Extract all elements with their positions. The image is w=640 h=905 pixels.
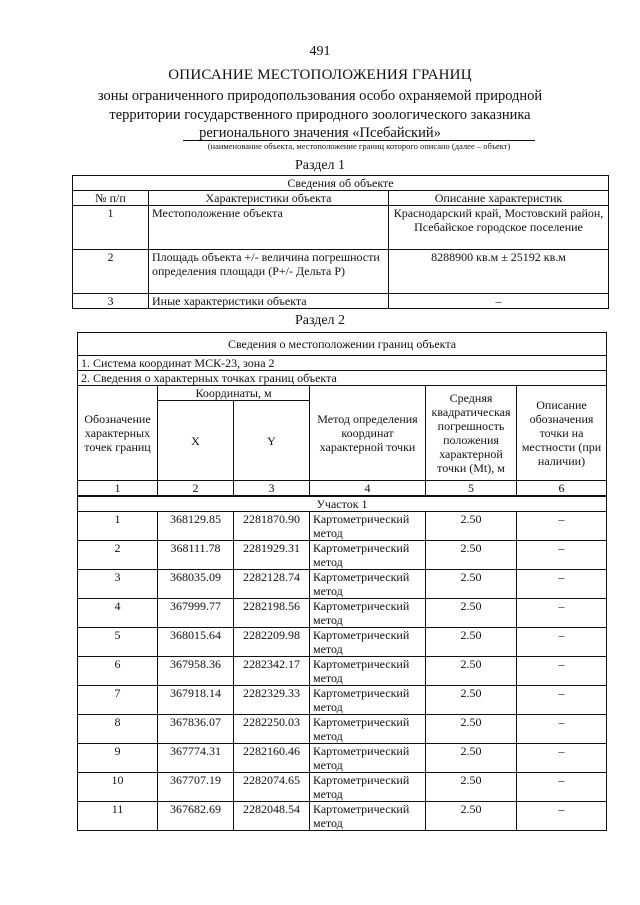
table-row [78, 657, 607, 686]
table-row [78, 802, 607, 831]
table-cell: Картометрический метод [310, 773, 426, 802]
table-cell: 2 [73, 250, 149, 294]
table-row [78, 773, 607, 802]
table-cell: 10 [78, 773, 158, 802]
col-number: 5 [426, 481, 517, 497]
table-cell: 2 [78, 541, 158, 570]
table-cell: 368129.85 [158, 512, 234, 541]
table-cell: 367707.19 [158, 773, 234, 802]
table-cell: 2282198.56 [234, 599, 310, 628]
table-cell: Картометрический метод [310, 744, 426, 773]
table-cell: 367774.31 [158, 744, 234, 773]
table-cell: 7 [78, 686, 158, 715]
col-header-y: Y [234, 401, 310, 481]
table-cell: – [517, 686, 607, 715]
table-cell: 2.50 [426, 599, 517, 628]
section1-title: Раздел 1 [294, 158, 346, 173]
table-cell: Картометрический метод [310, 628, 426, 657]
table-cell: – [517, 599, 607, 628]
table-cell: – [517, 570, 607, 599]
table-cell: Картометрический метод [310, 570, 426, 599]
table-cell: 368015.64 [158, 628, 234, 657]
table-row [78, 715, 607, 744]
table-cell: 2.50 [426, 541, 517, 570]
col-number: 3 [234, 481, 310, 497]
col-header-x: X [158, 401, 234, 481]
table-cell: – [517, 773, 607, 802]
boundary-table-title: Сведения о местоположении границ объекта [78, 333, 607, 356]
table-row [78, 570, 607, 599]
table-cell: 5 [78, 628, 158, 657]
boundary-points-table [77, 332, 607, 831]
col-header-designation: Обозначение характерных точек границ [78, 386, 158, 481]
table-cell: 2.50 [426, 570, 517, 599]
table-cell: 368035.09 [158, 570, 234, 599]
table-cell: 2.50 [426, 802, 517, 831]
table-cell: – [517, 541, 607, 570]
table-cell: 2282160.46 [234, 744, 310, 773]
table-cell: 2.50 [426, 686, 517, 715]
table-cell: 3 [78, 570, 158, 599]
table-cell: 367999.77 [158, 599, 234, 628]
col-header-coords: Координаты, м [158, 386, 310, 401]
table-cell: 1 [73, 206, 149, 250]
table-cell: Иные характеристики объекта [149, 294, 389, 309]
table-cell: 2.50 [426, 512, 517, 541]
table-cell: – [517, 744, 607, 773]
table-cell: 1 [78, 512, 158, 541]
section2-title: Раздел 2 [294, 313, 346, 328]
table-cell: Картометрический метод [310, 802, 426, 831]
table-cell: 9 [78, 744, 158, 773]
table-cell: 367958.36 [158, 657, 234, 686]
table-cell: Местоположение объекта [149, 206, 389, 250]
table-cell: Краснодарский край, Мостовский район, Псебайское городское поселение [389, 206, 609, 250]
table-cell: Картометрический метод [310, 512, 426, 541]
table-cell: 6 [78, 657, 158, 686]
col-number: 6 [517, 481, 607, 497]
table-cell: 4 [78, 599, 158, 628]
table-cell: 2.50 [426, 628, 517, 657]
object-info-table-title: Сведения об объекте [73, 176, 609, 191]
col-header-characteristic: Характеристики объекта [149, 191, 389, 206]
coord-system-label: 1. Система координат МСК-23, зона 2 [78, 356, 607, 371]
table-cell: 2.50 [426, 715, 517, 744]
subtitle-line-2: территории государственного природного зоологического заказника [109, 107, 531, 123]
table-cell: Картометрический метод [310, 657, 426, 686]
table-cell: 2.50 [426, 657, 517, 686]
table-cell: – [517, 657, 607, 686]
part-label: Участок 1 [78, 496, 607, 512]
table-row [78, 599, 607, 628]
table-row [78, 686, 607, 715]
table-cell: 3 [73, 294, 149, 309]
table-cell: – [517, 802, 607, 831]
table-cell: Картометрический метод [310, 686, 426, 715]
table-cell: 11 [78, 802, 158, 831]
table-cell: 2282128.74 [234, 570, 310, 599]
page-number: 491 [309, 44, 331, 59]
table-cell: 368111.78 [158, 541, 234, 570]
table-row [78, 744, 607, 773]
table-cell: 367682.69 [158, 802, 234, 831]
col-header-method: Метод определения координат характерной точки [310, 386, 426, 481]
col-header-num: № п/п [73, 191, 149, 206]
col-number: 2 [158, 481, 234, 497]
table-cell: 8288900 кв.м ± 25192 кв.м [389, 250, 609, 294]
table-cell: Картометрический метод [310, 715, 426, 744]
table-cell: – [517, 628, 607, 657]
col-header-description: Описание характеристик [389, 191, 609, 206]
table-cell: 8 [78, 715, 158, 744]
table-cell: Картометрический метод [310, 599, 426, 628]
table-row [78, 512, 607, 541]
col-number: 1 [78, 481, 158, 497]
table-cell: 2281929.31 [234, 541, 310, 570]
table-cell: 2.50 [426, 773, 517, 802]
table-cell: Площадь объекта +/- величина погрешности определения площади (P+/- Дельта P) [149, 250, 389, 294]
table-cell: 2282048.54 [234, 802, 310, 831]
subtitle-line-3: регионального значения «Псебайский» [199, 125, 441, 141]
table-cell: – [389, 294, 609, 309]
subtitle-caption: (наименование объекта, местоположение границ которого описано (далее – объект) [183, 140, 535, 152]
object-info-table [72, 175, 609, 309]
table-cell: 2282329.33 [234, 686, 310, 715]
table-cell: 367918.14 [158, 686, 234, 715]
col-number: 4 [310, 481, 426, 497]
table-cell: 2282074.65 [234, 773, 310, 802]
table-cell: 367836.07 [158, 715, 234, 744]
col-header-error: Средняя квадратическая погрешность положения характерной точки (Mt), м [426, 386, 517, 481]
table-cell: 2.50 [426, 744, 517, 773]
table-row [78, 541, 607, 570]
table-cell: – [517, 512, 607, 541]
table-cell: 2281870.90 [234, 512, 310, 541]
subtitle-line-1: зоны ограниченного природопользования особо охраняемой природной [97, 88, 543, 104]
document-title: ОПИСАНИЕ МЕСТОПОЛОЖЕНИЯ ГРАНИЦ [168, 67, 472, 83]
table-row [78, 628, 607, 657]
table-cell: – [517, 715, 607, 744]
points-section-label: 2. Сведения о характерных точках границ объекта [78, 371, 607, 386]
table-cell: 2282342.17 [234, 657, 310, 686]
table-cell: Картометрический метод [310, 541, 426, 570]
table-cell: 2282250.03 [234, 715, 310, 744]
table-cell: 2282209.98 [234, 628, 310, 657]
col-header-point-description: Описание обозначения точки на местности (при наличии) [517, 386, 607, 481]
